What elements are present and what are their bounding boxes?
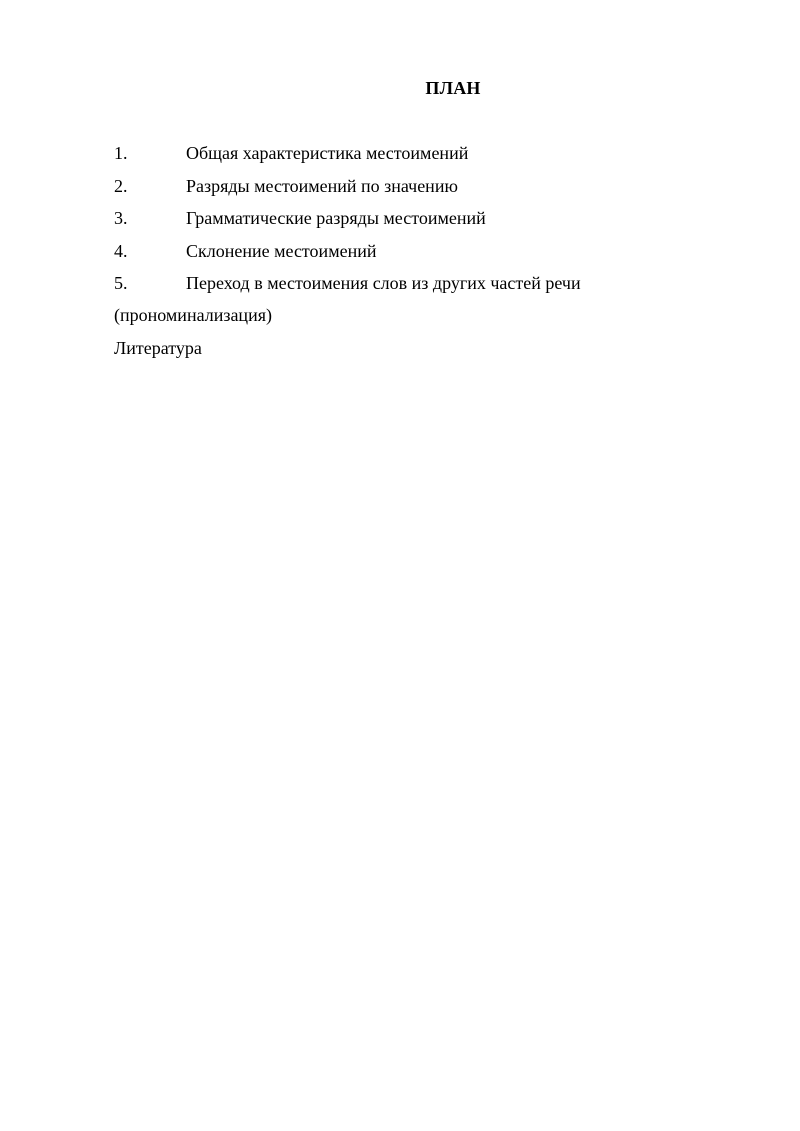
item-continuation: (прономинализация)	[114, 305, 272, 325]
item-number: 3.	[114, 208, 128, 228]
list-item	[114, 175, 714, 197]
list-item	[114, 240, 714, 262]
literature-heading: Литература	[114, 338, 202, 358]
item-text: Склонение местоимений	[186, 240, 377, 261]
page-title: ПЛАН	[425, 78, 481, 98]
item-number: 2.	[114, 175, 128, 196]
item-text: Грамматические разряды местоимений	[186, 208, 486, 228]
list-item	[114, 142, 714, 164]
item-number: 4.	[114, 240, 128, 261]
plan-list	[114, 142, 714, 305]
item-text: Разряды местоимений по значению	[186, 175, 458, 196]
item-text: Переход в местоимения слов из других частей речи	[186, 273, 581, 293]
item-number: 1.	[114, 143, 128, 163]
list-item	[114, 272, 714, 294]
list-item	[114, 207, 714, 229]
item-number: 5.	[114, 273, 128, 293]
item-text: Общая характеристика местоимений	[186, 143, 469, 163]
